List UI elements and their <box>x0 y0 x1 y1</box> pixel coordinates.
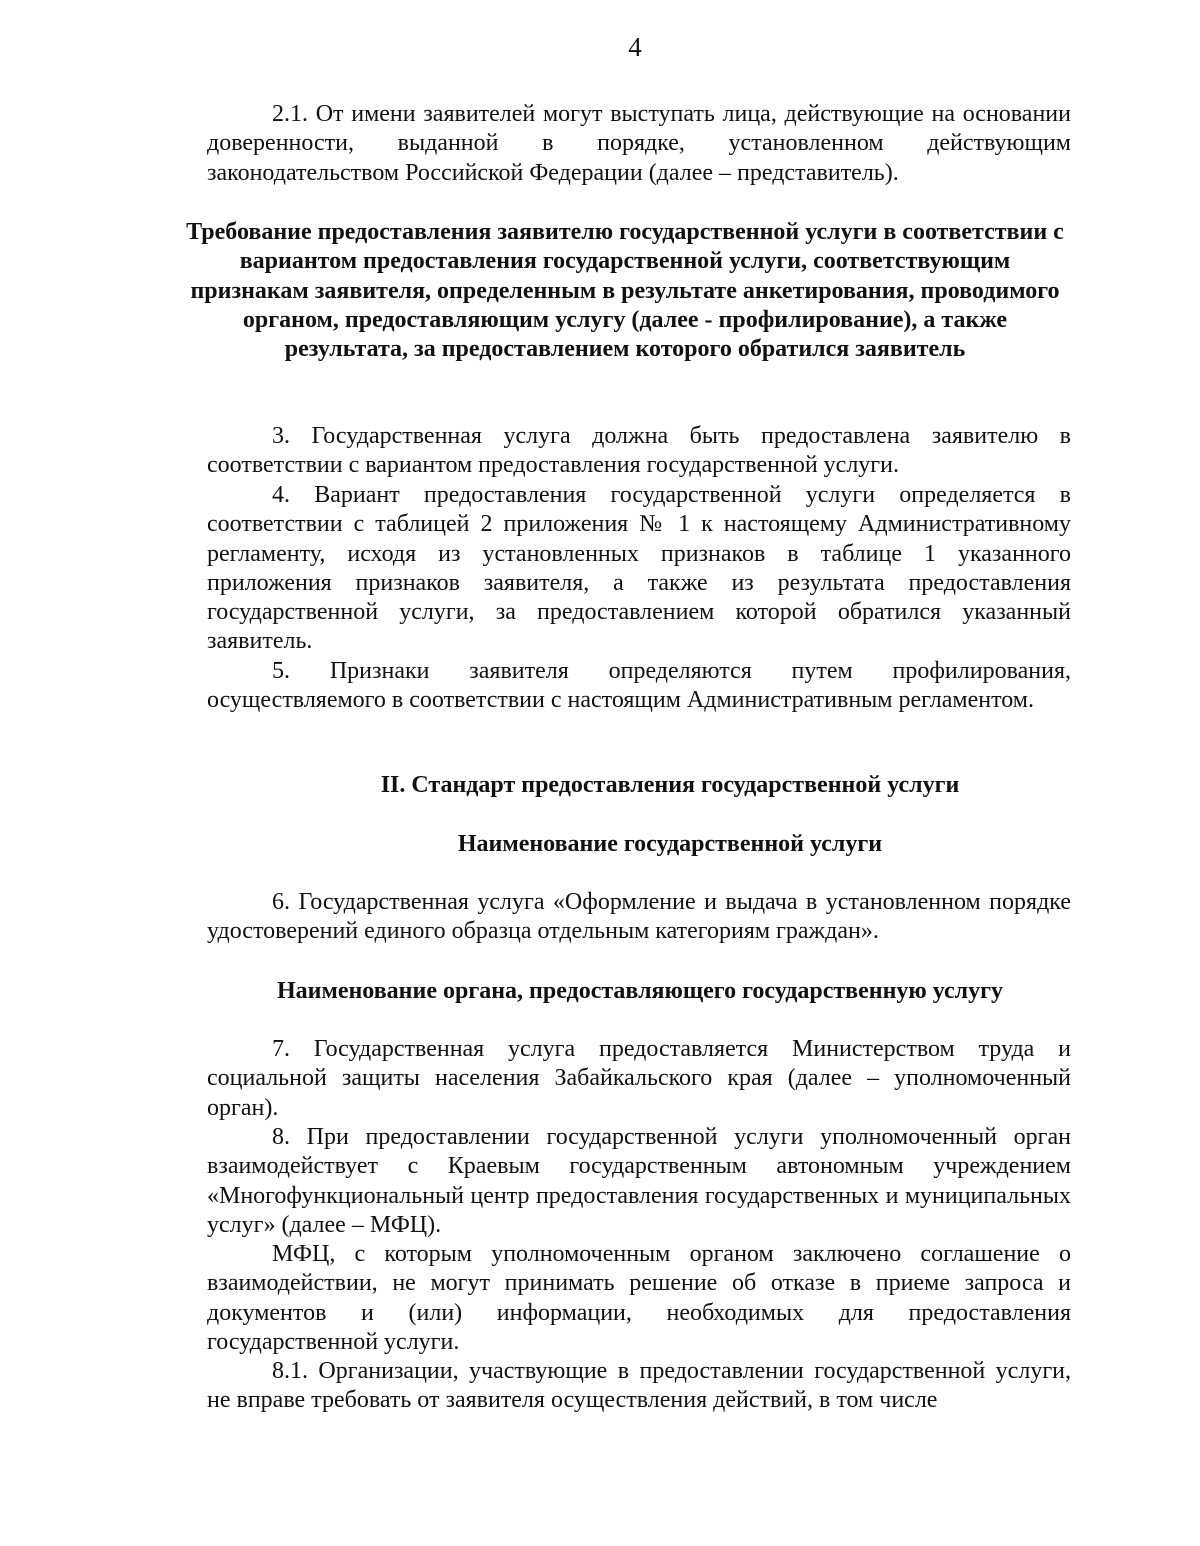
paragraph-8: 8. При предоставлении государственной услуги уполномоченный орган взаимодействует с Краевым государственным автономным учреждением «Многофункциональный центр предоставления государственных и муниципальных услуг» (далее – МФЦ). <box>207 1124 1071 1238</box>
paragraph-2-1: 2.1. От имени заявителей могут выступать лица, действующие на основании доверенности, выданной в порядке, установленном действующим законодательством Российской Федерации (далее – представитель). <box>207 101 1071 186</box>
paragraph-3: 3. Государственная услуга должна быть предоставлена заявителю в соответствии с вариантом предоставления государственной услуги. <box>207 423 1071 479</box>
paragraph-6: 6. Государственная услуга «Оформление и выдача в установленном порядке удостоверений единого образца отдельным категориям граждан». <box>207 889 1071 945</box>
paragraph-5: 5. Признаки заявителя определяются путем профилирования, осуществляемого в соответствии с настоящим Административным регламентом. <box>207 658 1071 714</box>
page-number: 4 <box>628 32 642 62</box>
heading-authority: Наименование органа, предоставляющего государственную услугу <box>276 978 1004 1004</box>
paragraph-4: 4. Вариант предоставления государственной услуги определяется в соответствии с таблицей 2 приложения № 1 к настоящему Административному регламенту, исходя из установленных признаков в таблице 1 указанного приложения признаков заявителя, а также из результата предоставления государственной услуги, за предоставлением которой обратился указанный заявитель. <box>207 482 1071 655</box>
heading-service-name: Наименование государственной услуги <box>457 831 883 857</box>
paragraph-7: 7. Государственная услуга предоставляется Министерством труда и социальной защиты населения Забайкальского края (далее – уполномоченный орган). <box>207 1036 1071 1121</box>
paragraph-8-mfc: МФЦ, с которым уполномоченным органом заключено соглашение о взаимодействии, не могут принимать решение об отказе в приеме запроса и документов и (или) информации, необходимых для предоставления государственной услуги. <box>207 1241 1071 1355</box>
paragraph-8-1: 8.1. Организации, участвующие в предоставлении государственной услуги, не вправе требовать от заявителя осуществления действий, в том числе <box>207 1358 1071 1414</box>
heading-requirement: Требование предоставления заявителю государственной услуги в соответствии с вариантом предоставления государственной услуги, соответствующим признакам заявителя, определенным в результате анкетирования, проводимого органом, предоставляющим услугу (далее - профилирование), а также результата, за предоставлением которого обратился заявитель <box>186 219 1064 363</box>
heading-section-2: II. Стандарт предоставления государственной услуги <box>380 772 960 798</box>
